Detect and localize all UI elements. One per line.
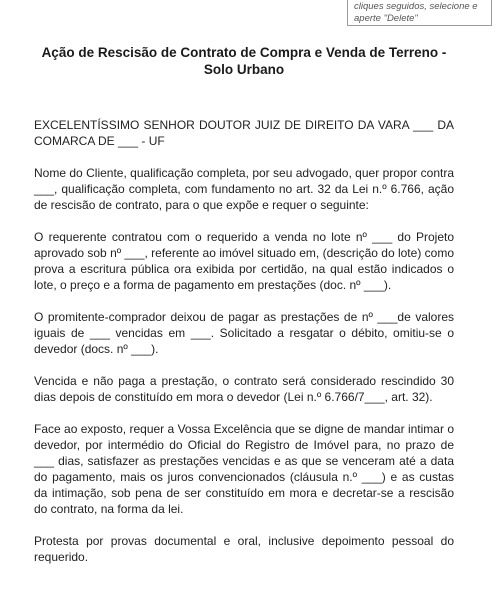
instruction-hint-box bbox=[347, 0, 492, 26]
document-salutation: EXCELENTÍSSIMO SENHOR DOUTOR JUIZ DE DIREITO DA VARA ___ DA COMARCA DE ___ - UF bbox=[34, 118, 454, 148]
paragraph-default: O promitente-comprador deixou de pagar as prestações de nº ___de valores iguais de ___ vencidas em ___. Solicitado a resgatar o débito, omitiu-se o devedor (docs. nº ___). bbox=[34, 310, 454, 356]
paragraph-evidence: Protesta por provas documental e oral, inclusive depoimento pessoal do requerido. bbox=[34, 534, 454, 564]
paragraph-rescission: Vencida e não paga a prestação, o contrato será considerado rescindido 30 dias depois de constituído em mora o devedor (Lei n.º 6.766/7___, art. 32). bbox=[34, 374, 454, 404]
instruction-hint-text: cliques seguidos, selecione e aperte "Delete" bbox=[354, 1, 478, 24]
document-body bbox=[34, 44, 454, 565]
paragraph-request: Face ao exposto, requer a Vossa Excelência que se digne de mandar intimar o devedor, por intermédio do Oficial do Registro de Imóvel para, no prazo de ___ dias, satisfazer as prestações vencidas e as que se venceram até a data do pagamento, mais os juros convencionados (cláusula n.º ___) e as custas da intimação, sob pena de ser constituído em mora e decretar-se a rescisão do contrato, na forma da lei. bbox=[34, 422, 454, 516]
paragraph-qualification: Nome do Cliente, qualificação completa, por seu advogado, quer propor contra ___, qualificação completa, com fundamento no art. 32 da Lei n.º 6.766, ação de rescisão de contrato, para o que expõe e requer o seguinte: bbox=[34, 166, 454, 212]
paragraph-contract-facts: O requerente contratou com o requerido a venda no lote nº ___ do Projeto aprovado sob nº ___, referente ao imóvel situado em, (descrição do lote) como prova a escritura pública ora exibida por certidão, na qual estão indicados o lote, o preço e a forma de pagamento em prestações (doc. nº ___). bbox=[34, 230, 454, 292]
document-title: Ação de Rescisão de Contrato de Compra e Venda de Terreno - Solo Urbano bbox=[41, 45, 447, 77]
